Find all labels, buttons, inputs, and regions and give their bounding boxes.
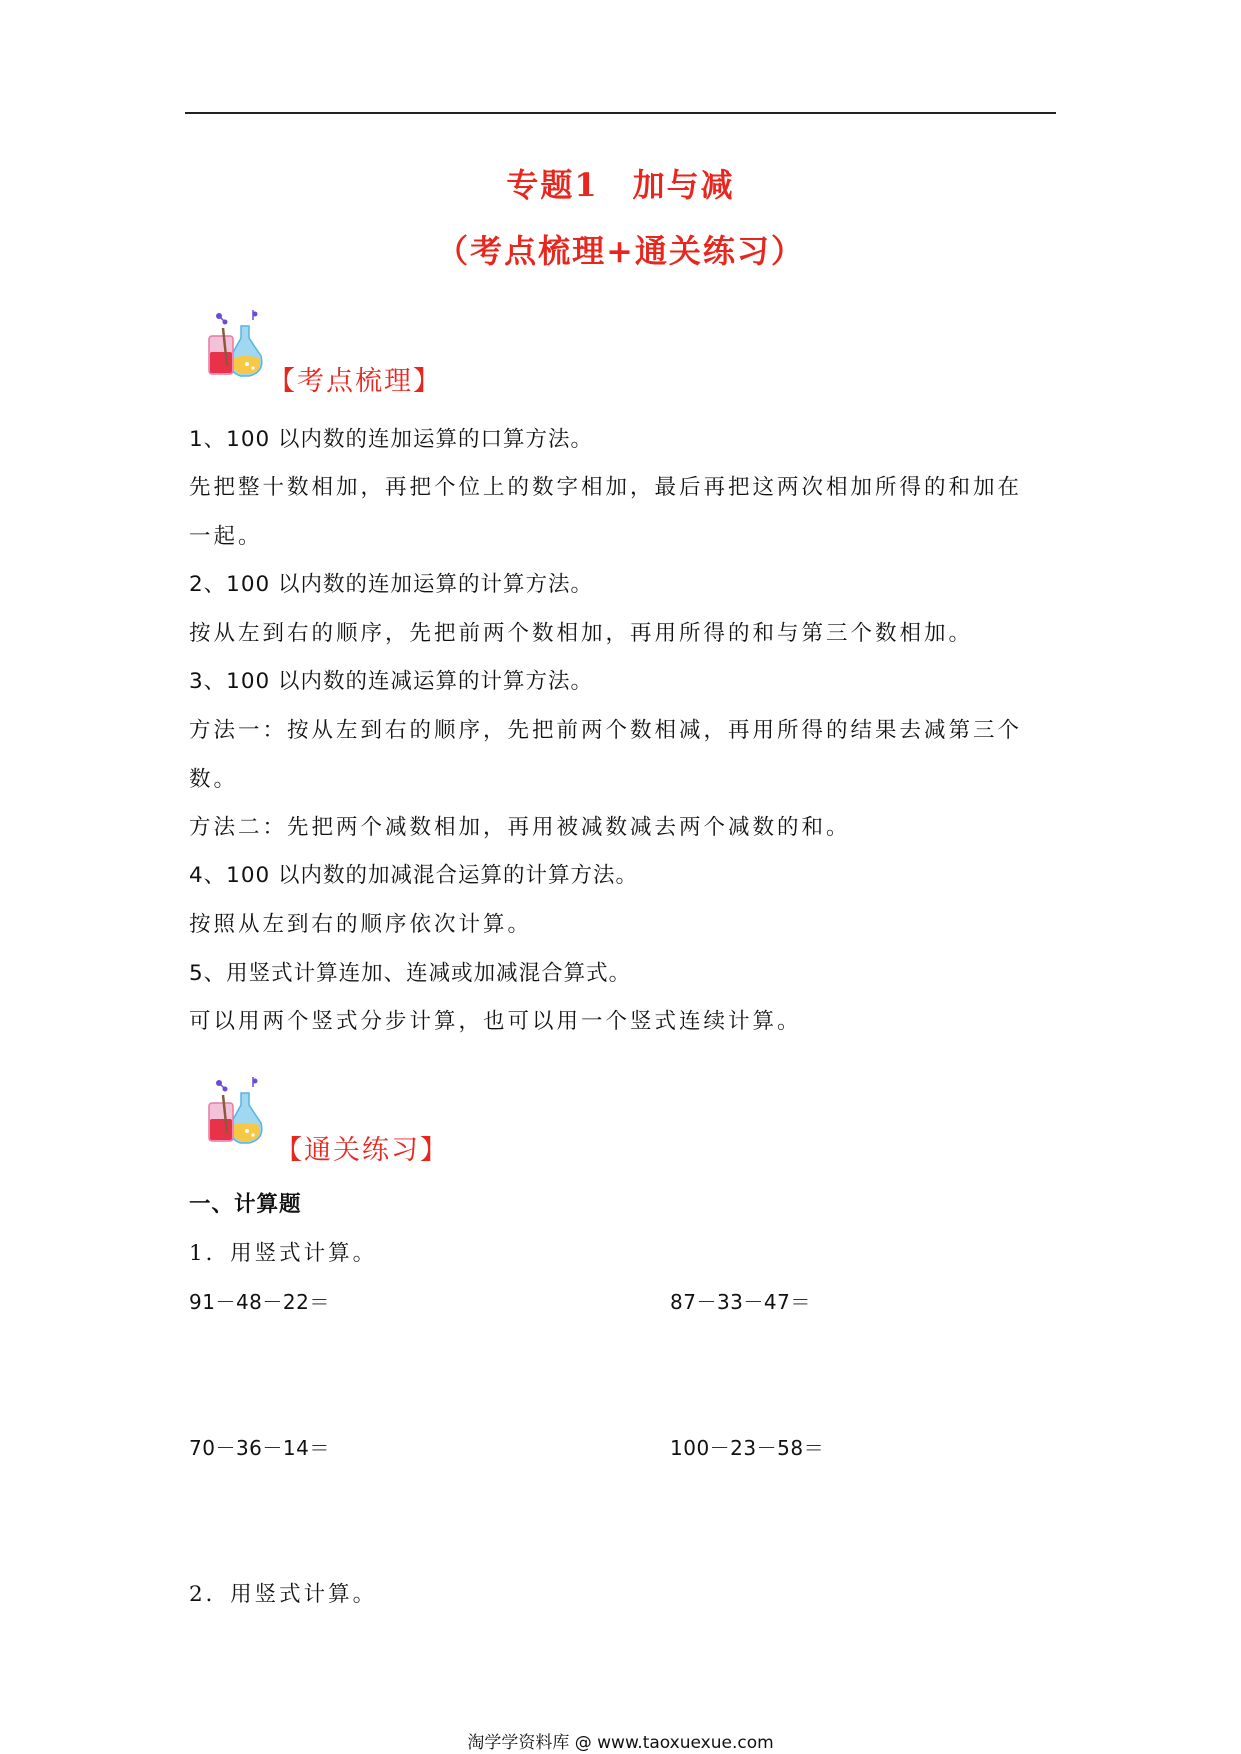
section-label-review: 【考点梳理】 (268, 366, 442, 397)
expression-item: 87－33－47＝ (670, 1290, 811, 1314)
review-line: 可以用两个竖式分步计算，也可以用一个竖式连续计算。 (189, 1009, 802, 1034)
page-subtitle: （考点梳理+通关练习） (436, 232, 805, 270)
review-line: 数。 (189, 767, 239, 792)
review-line: 先把整十数相加，再把个位上的数字相加，最后再把这两次相加所得的和加在 (189, 475, 1023, 500)
page-title: 专题1 加与减 (506, 166, 735, 204)
expression-item: 100－23－58＝ (670, 1436, 825, 1460)
practice-heading: 一、计算题 (189, 1192, 302, 1217)
review-line: 4、100 以内数的加减混合运算的计算方法。 (189, 863, 639, 888)
footer-watermark: 淘学学资料库 @ www.taoxuexue.com (467, 1733, 774, 1753)
lab-flask-icon (205, 308, 267, 380)
review-line: 2、100 以内数的连加运算的计算方法。 (189, 572, 594, 597)
header-rule (185, 112, 1056, 114)
review-line: 3、100 以内数的连减运算的计算方法。 (189, 669, 594, 694)
review-line: 按照从左到右的顺序依次计算。 (189, 912, 533, 937)
review-line: 按从左到右的顺序，先把前两个数相加，再用所得的和与第三个数相加。 (189, 621, 974, 646)
review-line: 方法一：按从左到右的顺序，先把前两个数相减，再用所得的结果去减第三个 (189, 718, 1023, 743)
expression-item: 70－36－14＝ (189, 1436, 330, 1460)
review-line: 1、100 以内数的连加运算的口算方法。 (189, 427, 594, 452)
review-line: 一起。 (189, 524, 263, 549)
review-line: 方法二：先把两个减数相加，再用被减数减去两个减数的和。 (189, 815, 851, 840)
section-label-practice: 【通关练习】 (275, 1135, 449, 1166)
lab-flask-icon (205, 1075, 267, 1147)
question-2-label: 2．用竖式计算。 (189, 1582, 378, 1607)
question-1-label: 1．用竖式计算。 (189, 1241, 378, 1266)
expression-item: 91－48－22＝ (189, 1290, 330, 1314)
review-line: 5、用竖式计算连加、连减或加减混合算式。 (189, 961, 632, 986)
